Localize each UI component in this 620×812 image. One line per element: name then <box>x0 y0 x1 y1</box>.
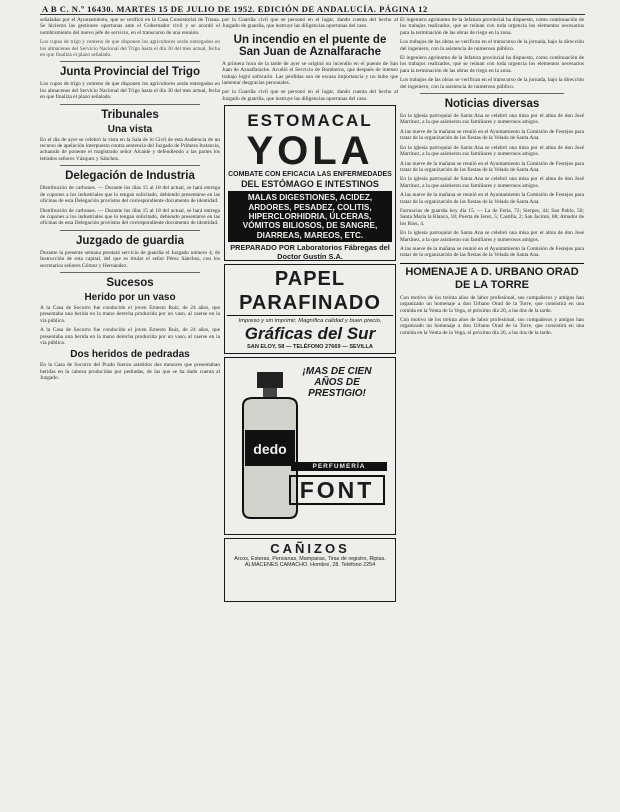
col1-intro: señaladas por el Ayuntamiento, que se verificó en la Casa Consistorial de Triana. Se hicieron las gestiones oportunas ante el Gobernador civil y se acordó el nombramiento del nuevo jefe de servicio, en el transcurso de una reunión. <box>40 17 220 36</box>
column-3 <box>400 17 584 807</box>
herido-text-cont: A la Casa de Socorro fue conducido el joven Ernesto Ruiz, de 24 años, que presentaba una herida en la mano derecha producida por un vaso, al caerse en la vía pública. <box>40 327 220 346</box>
canizos-title: CAÑIZOS <box>270 541 350 557</box>
yola-top: ESTOMACAL <box>247 111 373 131</box>
separator <box>60 272 200 273</box>
noticias-title: Noticias diversas <box>444 98 540 111</box>
col3-intro: El ingeniero agrónomo de la Jefatura provincial ha dispuesto, como continuación de los trabajos realizados, que se reúnan con toda urgencia los elementos necesarios para la terminación de las obras de riego en la zona. <box>400 17 584 36</box>
noticias-text1-more: En la iglesia parroquial de Santa Ana se celebró una misa por el alma de don José Martínez, a la que asistieron sus familiares y numerosos amigos. <box>400 176 584 189</box>
font-slogan: ¡MAS DE CIEN AÑOS DE PRESTIGIO! <box>302 366 372 400</box>
separator <box>420 93 564 94</box>
papel-title: PAPEL PARAFINADO <box>227 267 393 316</box>
industria-text: Distribución de carbones. — Durante los días 15 al 18 del actual, se hará entrega de cupones a los industriales que lo tengan solicitado, debiendo presentarse en las oficinas de esta Delegación provistos del correspondiente documento de identidad. <box>40 185 220 205</box>
yola-line2: DEL ESTÓMAGO E INTESTINOS <box>241 179 379 190</box>
papel-graficas: Gráficas del Sur <box>244 324 376 344</box>
noticias-text3: Farmacias de guardia hoy día 15. — La de Feria, 72; Sierpes, 44; San Pablo, 50; Santa María la Blanca, 18; Puerta de Jerez, 5; Castilla, 2; San Jacinto, 88; Amador de los Ríos, 4. <box>400 207 584 227</box>
homenaje-title: HOMENAJE A D. URBANO ORAD DE LA TORRE <box>400 263 584 292</box>
ad-papel-parafinado <box>224 264 396 354</box>
yola-lab: PREPARADO POR Laboratorios Fábregas del Doctor Gustín S.A. <box>230 243 390 261</box>
incendio-text-cont: por la Guardia civil que se personó en el lugar, dando cuenta del hecho al Juzgado de guardia, que instruye las diligencias oportunas del caso. <box>222 89 398 102</box>
homenaje-text-cont: Con motivo de los treinta años de labor profesional, sus compañeros y amigos han organizado un homenaje a don Urbano Orad de la Torre, que consistirá en una comida en la Venta de la Vega, el próximo día 20, a las dos de la tarde. <box>400 317 584 336</box>
juzgado-text: Durante la presente semana prestará servicio de guardia el Juzgado número 4, de Instrucción de esta capital, del que es titular el señor Pérez Sánchez, con los secretarios señores Gómez y Hernández. <box>40 249 220 269</box>
noticias-text1-cont: En la iglesia parroquial de Santa Ana se celebró una misa por el alma de don José Martínez, a la que asistieron sus familiares y numerosos amigos. <box>400 144 584 158</box>
header-rule <box>40 14 585 15</box>
col1-intro-more: Los cupos de trigo y centeno de que disponen los agricultores serán entregados en los almacenes del Servicio Nacional del Trigo hasta el día 30 del mes actual, fecha en que finaliza el plazo señalado. <box>40 39 220 59</box>
dos-heridos-title: Dos heridos de pedradas <box>70 349 190 361</box>
noticias-text2-end: A las nueve de la mañana se reunió en el Ayuntamiento la Comisión de Festejos para tratar de la organización de las fiestas de la Velada de Santa Ana. <box>400 245 584 259</box>
yola-brand: YOLA <box>246 129 374 174</box>
column-2 <box>222 17 398 807</box>
bottle-label: dedo <box>253 441 287 458</box>
ad-estomacal-yola <box>224 105 396 261</box>
font-brand: FONT <box>289 475 385 505</box>
tribunales-title: Tribunales <box>101 108 159 121</box>
column-1 <box>40 17 220 807</box>
papel-small: Impreso y sin imprimir. Magnífica calidad y buen precio. <box>238 318 382 325</box>
yola-line1: COMBATE CON EFICACIA LAS ENFERMEDADES <box>228 171 392 179</box>
ad-canizos <box>224 538 396 602</box>
separator <box>60 104 200 105</box>
homenaje-text: Con motivo de los treinta años de labor profesional, sus compañeros y amigos han organizado un homenaje a don Urbano Orad de la Torre, que consistirá en una comida en la Venta de la Vega, el próximo día 20, a las dos de la tarde. <box>400 294 584 314</box>
col3-intro2-cont: Los trabajos de las obras se verifican en el transcurso de la jornada, bajo la dirección del ingeniero, con la asistencia de numeroso público. <box>400 77 584 90</box>
sucesos-title: Sucesos <box>106 276 154 289</box>
incendio-title: Un incendio en el puente de San Juan de Aznalfarache <box>233 33 387 58</box>
noticias-text2-more: A las nueve de la mañana se reunió en el Ayuntamiento la Comisión de Festejos para tratar de la organización de las fiestas de la Velada de Santa Ana. <box>400 192 584 205</box>
col2-intro: por la Guardia civil que se personó en el lugar, dando cuenta del hecho al Juzgado de guardia, que instruye las diligencias oportunas del caso. <box>222 17 398 30</box>
junta-text: Los cupos de trigo y centeno de que disponen los agricultores serán entregados en los almacenes del Servicio Nacional del Trigo hasta el día 30 del mes actual, fecha en que finaliza el plazo señalado. <box>40 81 220 101</box>
incendio-text: A primera hora de la tarde de ayer se originó un incendio en el puente de San Juan de Aznalfarache. Acudió el Servicio de Bomberos, que después de intenso trabajo logró sofocarlo. Las pérdidas son de escasa importancia y no hubo que lamentar desgracias personales. <box>222 60 398 87</box>
industria-text-cont: Distribución de carbones. — Durante los días 15 al 18 del actual, se hará entrega de cupones a los industriales que lo tengan solicitado, debiendo presentarse en las oficinas de esta Delegación provistos del correspondiente documento de identidad. <box>40 207 220 227</box>
junta-title: Junta Provincial del Trigo <box>60 66 200 79</box>
papel-address: SAN ELOY, 58 — TELÉFONO 27669 — SEVILLA <box>247 344 373 351</box>
noticias-text2: A las nueve de la mañana se reunió en el Ayuntamiento la Comisión de Festejos para tratar de la organización de las fiestas de la Velada de Santa Ana. <box>400 128 584 142</box>
separator <box>60 61 200 62</box>
separator <box>60 165 200 166</box>
yola-body: MALAS DIGESTIONES, ACIDEZ, ARDORES, PESADEZ, COLITIS, HIPERCLORHIDRIA, ÚLCERAS, VÓMITOS BILIOSOS, DE SANGRE, DIARREAS, MAREOS, ETC. <box>228 191 392 242</box>
canizos-text: Arcos, Esteras, Persianas, Mamparas, Tiras de registro, Ripias. ALMACENES CAMACHO. Hombre, 28. Teléfono 2254 <box>234 556 386 569</box>
herido-text: A la Casa de Socorro fue conducido el joven Ernesto Ruiz, de 24 años, que presentaba una herida en la mano derecha producida por un vaso, al caerse en la vía pública. <box>40 304 220 324</box>
col3-intro2: Los trabajos de las obras se verifican en el transcurso de la jornada, bajo la dirección del ingeniero, con la asistencia de numeroso público. <box>400 39 584 52</box>
juzgado-title: Juzgado de guardia <box>76 234 184 247</box>
font-perfumeria: PERFUMERÍA <box>291 462 387 471</box>
dos-heridos-text: En la Casa de Socorro del Prado fueron asistidos dos menores que presentaban heridas en la cabeza producidas por pedradas, de las que se ha dado cuenta al Juzgado. <box>40 362 220 382</box>
noticias-text1: En la iglesia parroquial de Santa Ana se celebró una misa por el alma de don José Martínez, a la que asistieron sus familiares y numerosos amigos. <box>400 113 584 126</box>
noticias-text1-end: En la iglesia parroquial de Santa Ana se celebró una misa por el alma de don José Martínez, a la que asistieron sus familiares y numerosos amigos. <box>400 230 584 243</box>
tribunales-subtitle: Una vista <box>107 123 153 135</box>
tribunales-text: En el día de ayer se celebró la vista en la Sala de lo Civil de esta Audiencia de un recurso de apelación interpuesto contra sentencia del Juzgado de Primera Instancia, actuando de ponente el magistrado señor Alcaide y defendiendo a las partes los letrados señores Vázquez y Sánchez. <box>40 136 220 162</box>
noticias-text2-cont: A las nueve de la mañana se reunió en el Ayuntamiento la Comisión de Festejos para tratar de la organización de las fiestas de la Velada de Santa Ana. <box>400 160 584 173</box>
col3-intro-cont: El ingeniero agrónomo de la Jefatura provincial ha dispuesto, como continuación de los trabajos realizados, que se reúnan con toda urgencia los elementos necesarios para la terminación de las obras de riego en la zona. <box>400 55 584 74</box>
herido-title: Herido por un vaso <box>84 291 176 303</box>
industria-title: Delegación de Industria <box>65 170 195 183</box>
ad-perfumeria-font <box>224 357 396 535</box>
page-header: A B C. N.º 16430. MARTES 15 DE JULIO DE 1952. EDICIÓN DE ANDALUCÍA. PÁGINA 12 <box>42 4 428 14</box>
separator <box>60 230 200 231</box>
